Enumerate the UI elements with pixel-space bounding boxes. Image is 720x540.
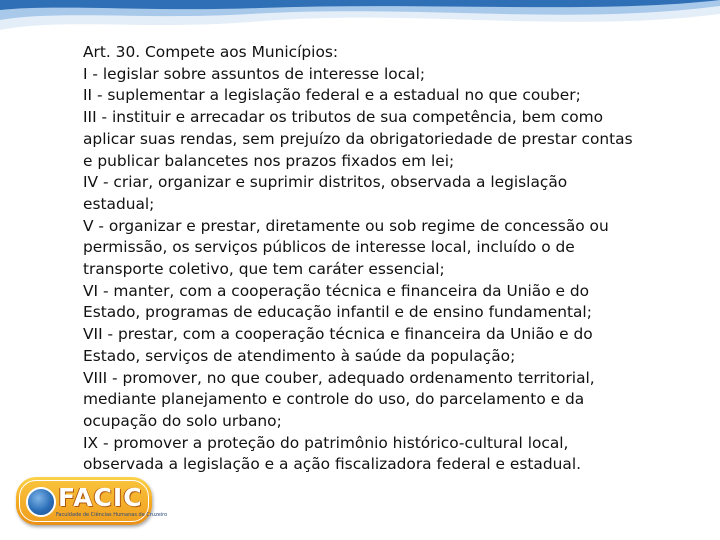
article-line: ocupação do solo urbano; — [83, 411, 282, 430]
facic-logo — [16, 477, 168, 525]
globe-emblem-icon — [26, 487, 56, 517]
article-line: V - organizar e prestar, diretamente ou sob regime de concessão ou — [83, 216, 609, 235]
article-heading: Art. 30. Compete aos Municípios: — [83, 43, 339, 61]
article-line: e publicar balancetes nos prazos fixados em lei; — [83, 151, 455, 170]
article-line: Estado, programas de educação infantil e de ensino fundamental; — [83, 303, 592, 322]
logo-badge — [19, 480, 168, 522]
article-line: estadual; — [83, 194, 155, 213]
logo-name: FACIC — [58, 483, 143, 512]
article-line: VI - manter, com a cooperação técnica e financeira da União e do — [83, 281, 590, 300]
article-line: mediante planejamento e controle do uso, do parcelamento e da — [83, 390, 585, 409]
logo-subtitle: Faculdade de Ciências Humanas de Cruzeiro — [56, 512, 168, 518]
article-text — [83, 42, 683, 476]
article-line: III - instituir e arrecadar os tributos de sua competência, bem como — [83, 108, 604, 127]
article-line: VII - prestar, com a cooperação técnica e financeira da União e do — [83, 325, 593, 344]
article-line: IV - criar, organizar e suprimir distritos, observada a legislação — [83, 173, 568, 192]
article-line: Estado, serviços de atendimento à saúde da população; — [83, 346, 516, 365]
article-line: II - suplementar a legislação federal e a estadual no que couber; — [83, 86, 581, 105]
article-line: I - legislar sobre assuntos de interesse local; — [83, 64, 426, 83]
article-line: permissão, os serviços públicos de interesse local, incluído o de — [83, 238, 575, 257]
article-line: IX - promover a proteção do patrimônio histórico-cultural local, — [83, 433, 569, 452]
article-line: aplicar suas rendas, sem prejuízo da obrigatoriedade de prestar contas — [83, 129, 633, 148]
article-line: VIII - promover, no que couber, adequado ordenamento territorial, — [83, 368, 595, 387]
article-line: transporte coletivo, que tem caráter essencial; — [83, 260, 445, 279]
article-line: observada a legislação e a ação fiscalizadora federal e estadual. — [83, 455, 581, 474]
